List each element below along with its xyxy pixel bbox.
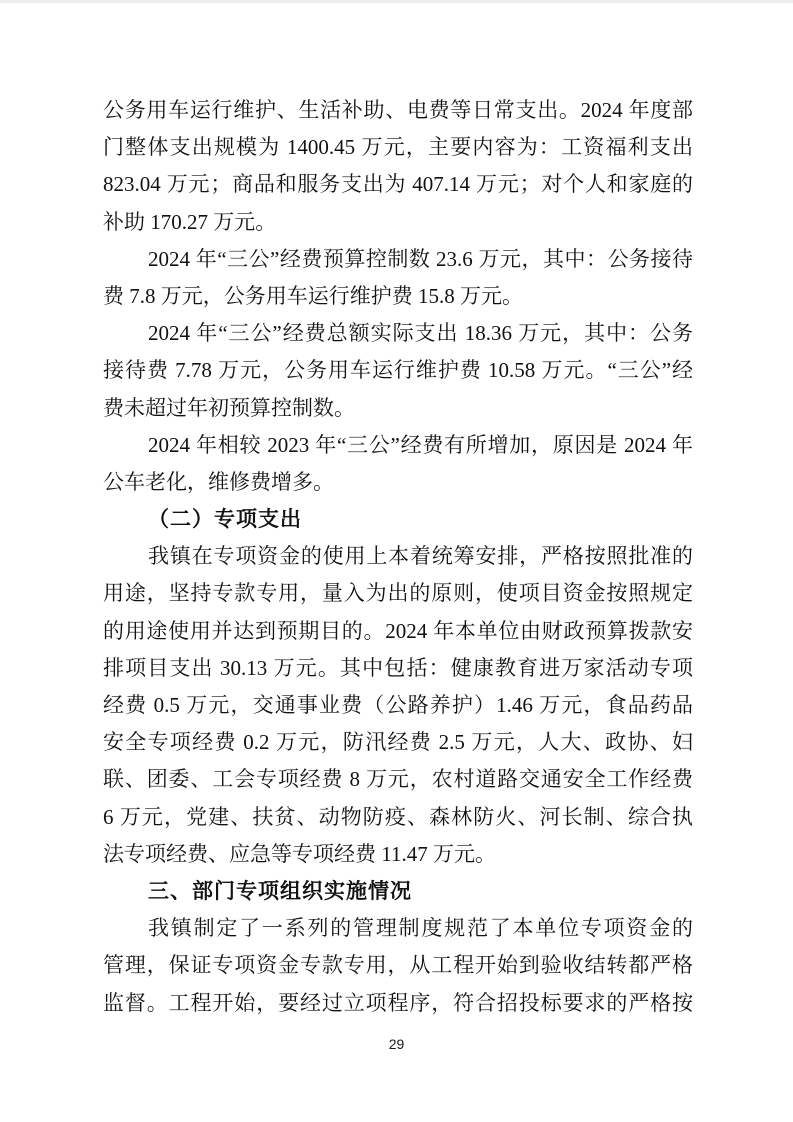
text-line: 管理，保证专项资金专款专用，从工程开始到验收结转都严格 bbox=[103, 953, 693, 978]
text-line: 经费 0.5 万元，交通事业费（公路养护）1.46 万元，食品药品 bbox=[103, 693, 693, 717]
section-heading: 三、部门专项组织实施情况 bbox=[148, 878, 412, 903]
text-line: 6 万元，党建、扶贫、动物防疫、森林防火、河长制、综合执 bbox=[103, 804, 693, 829]
text-line: 823.04 万元；商品和服务支出为 407.14 万元；对个人和家庭的 bbox=[103, 172, 693, 197]
text-line: 我镇在专项资金的使用上本着统筹安排，严格按照批准的 bbox=[148, 544, 693, 569]
section-heading: （二）专项支出 bbox=[148, 507, 302, 532]
text-line: 费 7.8 万元，公务用车运行维护费 15.8 万元。 bbox=[103, 283, 523, 308]
text-line: 安全专项经费 0.2 万元，防汛经费 2.5 万元，人大、政协、妇 bbox=[103, 730, 693, 755]
text-line: 排项目支出 30.13 万元。其中包括：健康教育进万家活动专项 bbox=[103, 655, 693, 680]
text-line: 补助 170.27 万元。 bbox=[103, 209, 277, 234]
text-line: 监督。工程开始，要经过立项程序，符合招投标要求的严格按 bbox=[103, 990, 693, 1015]
text-line: 用途，坚持专款专用，量入为出的原则，使项目资金按照规定 bbox=[103, 581, 693, 606]
text-line: 联、团委、工会专项经费 8 万元，农村道路交通安全工作经费 bbox=[103, 767, 693, 792]
text-line: 2024 年“三公”经费总额实际支出 18.36 万元，其中：公务 bbox=[148, 321, 693, 346]
text-line: 接待费 7.78 万元，公务用车运行维护费 10.58 万元。“三公”经 bbox=[103, 358, 693, 383]
text-line: 门整体支出规模为 1400.45 万元，主要内容为：工资福利支出 bbox=[103, 135, 693, 160]
document-body bbox=[103, 92, 693, 1022]
page-number: 29 bbox=[388, 1036, 405, 1052]
text-line: 我镇制定了一系列的管理制度规范了本单位专项资金的 bbox=[148, 916, 693, 941]
text-line: 公车老化，维修费增多。 bbox=[103, 469, 334, 494]
page-top-edge bbox=[0, 0, 793, 3]
text-line: 的用途使用并达到预期目的。2024 年本单位由财政预算拨款安 bbox=[103, 618, 693, 643]
text-line: 公务用车运行维护、生活补助、电费等日常支出。2024 年度部 bbox=[103, 98, 693, 122]
text-line: 费未超过年初预算控制数。 bbox=[103, 395, 355, 420]
text-line: 法专项经费、应急等专项经费 11.47 万元。 bbox=[103, 841, 496, 866]
text-line: 2024 年相较 2023 年“三公”经费有所增加，原因是 2024 年 bbox=[148, 432, 693, 457]
text-line: 2024 年“三公”经费预算控制数 23.6 万元，其中：公务接待 bbox=[148, 246, 693, 271]
